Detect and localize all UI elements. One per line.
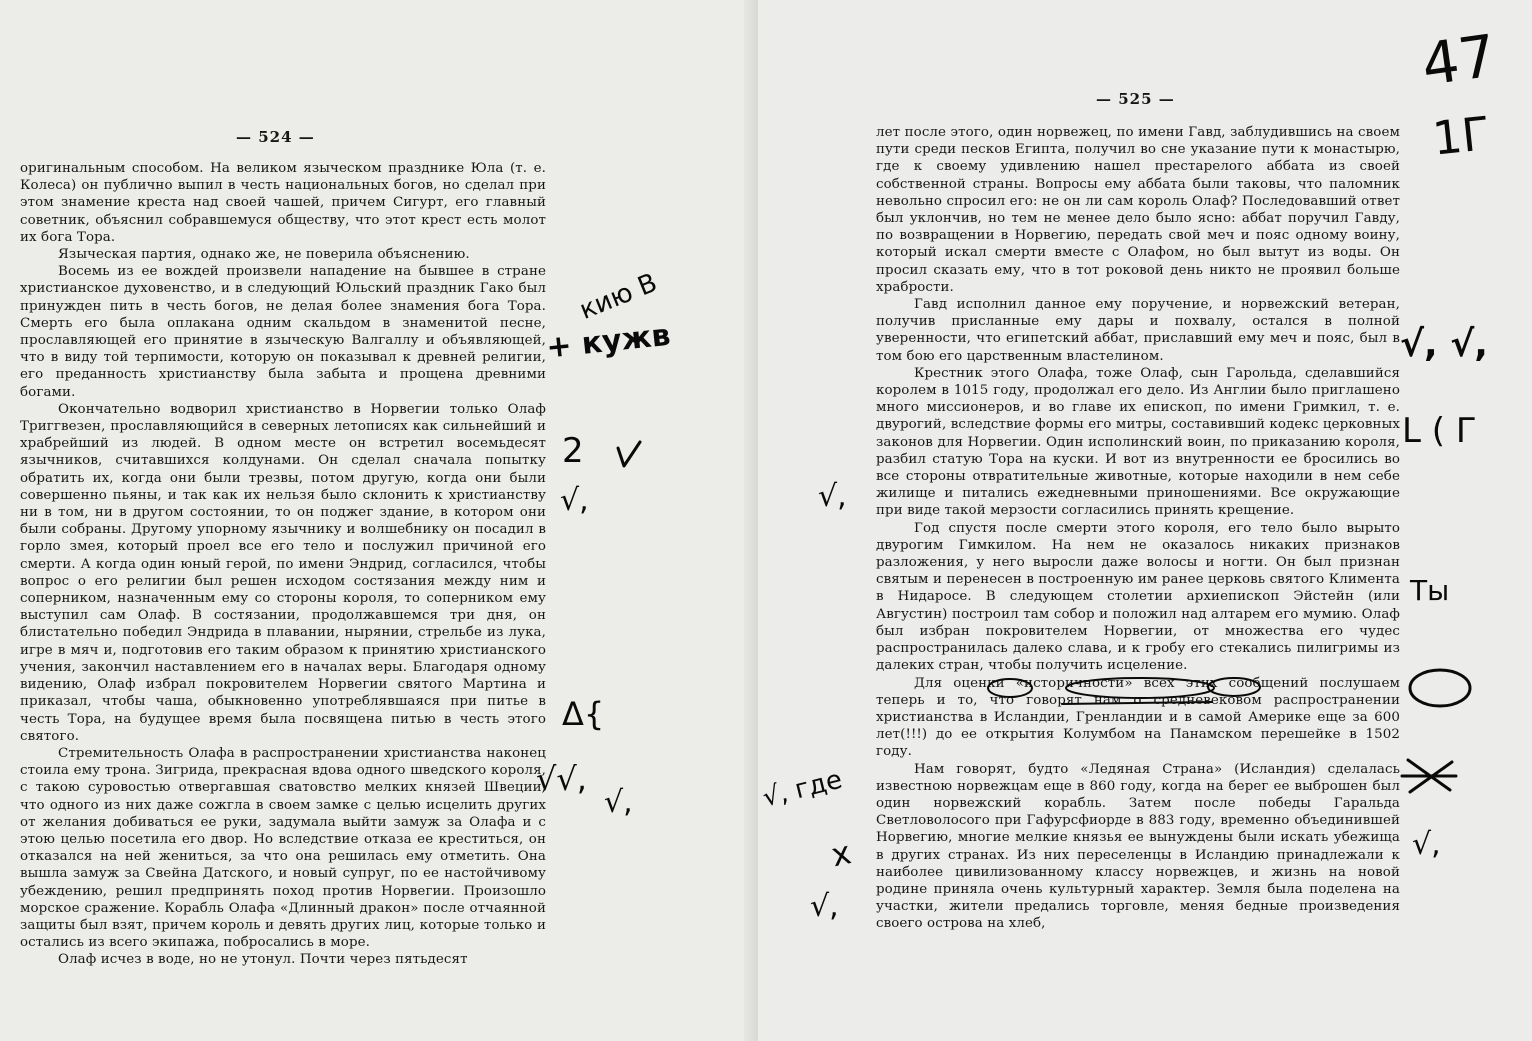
annotation-kuzh-v: + кужв — [544, 317, 673, 366]
paragraph: Восемь из ее вождей произвели нападение на бывшее в стране христианское духовенство, и в следующий Юльский праздник Гако был принужден пить в честь богов, не делая более знамения бога Тора. Смерть его была оплакана одним скальдом в знаменитой песне, прославляющей его принятие в языческую Валгаллу и объявляющей, что в виду той терпимости, которую он показывал к древней религии, его преданность христианству была забыта и прощена древними богами. — [20, 264, 546, 400]
annotation-v-gda: √, где — [759, 764, 846, 814]
annotation-r-vcomma: √, — [1412, 827, 1441, 862]
right-page-text — [876, 124, 1400, 933]
page-number-right: — 525 — — [1096, 90, 1175, 108]
annotation-r-tu: Ты — [1410, 574, 1450, 607]
annotation-r-vv: √, √, — [1400, 324, 1488, 365]
annotation-delta: Δ{ — [562, 695, 605, 733]
paragraph: Стремительность Олафа в распространении христианства наконец стоила ему трона. Зигрида, прекрасная вдова одного шведского короля, с такою суровостью отвергавшая сватовство мелких князей Швеции, что одного из них даже сожгла в своем замке с целью исцелить других от желания добиваться ее руки, задумала выйти замуж за Олафа и с этою целью посетила его двор. Но вследствие отказа ее креститься, он отказался на ней жениться, за что она решилась ему отметить. Она вышла замуж за Свейна Датского, и новый супруг, по ее настойчивому убеждению, решил предпринять поход против Норвегии. Произошло морское сражение. Корабль Олафа «Длинный дракон» после отчаянной защиты был взят, причем король и девять других лиц, которые только и остались из всего экипажа, побросались в море. — [20, 745, 546, 951]
annotation-corner-mark: 1Г — [1429, 106, 1493, 166]
annotation-corner-number: 47 — [1417, 21, 1501, 99]
paragraph: Для оценки «историчности» всех этих сообщений послушаем теперь и то, что говорят нам о средневековом распространении христианства в Исландии, Гренландии и в самой Америке еще за 600 лет(!!!) до ее открытия Колумбом на Панамском перешейке в 1502 году. — [876, 675, 1400, 760]
paragraph: Год спустя после смерти этого короля, его тело было вырыто двурогим Гимкилом. На нем не оказалось никаких признаков разложения, у него выросли даже волосы и ногти. Он был признан святым и перенесен в построенную им ранее церковь святого Климента в Нидаросе. В следующем столетии архиепископ Эйстейн (или Августин) построил там собор и положил над алтарем его мумию. Олаф был избран покровителем Норвегии, от множества его чудес распространилась далеко слава, и к гробу его стекались пилигримы из далеких стран, чтобы получить исцеление. — [876, 520, 1400, 674]
annotation-v-gd: √, — [818, 479, 847, 514]
annotation-v-left3: √, — [810, 889, 839, 924]
annotation-kuu-v: кию В — [575, 267, 662, 326]
paragraph: оригинальным способом. На великом языческом празднике Юла (т. е. Колеса) он публично выпил в честь национальных богов, но сделал при этом знамение креста над своей чашей, причем Сигурт, его главный советник, объяснил собравшемуся обществу, что этот крест есть молот их бога Тора. — [20, 161, 546, 245]
annotation-v-comma: √, — [604, 785, 633, 820]
annotation-vv: √√, — [536, 760, 587, 798]
right-page — [758, 0, 1532, 1041]
paragraph: Олаф исчез в воде, но не утонул. Почти через пятьдесят — [58, 952, 468, 968]
annotation-x: x — [827, 833, 855, 875]
paragraph: Языческая партия, однако же, не поверила объяснению. — [58, 247, 470, 263]
annotation-question-2: 2 — [562, 431, 584, 471]
annotation-check-1: √, — [560, 483, 589, 518]
left-page — [0, 0, 758, 1041]
paragraph: Крестник этого Олафа, тоже Олаф, сын Гарольда, сделавшийся королем в 1015 году, продолжал его дело. Из Англии было приглашено много миссионеров, и во главе их епископ, по имени Гримкил, т. е. двурогий, вследствие формы его митры, составивший кодекс церковных законов для Норвегии. Один исполинский воин, по приказанию короля, разбил статую Тора на куски. И вот из внутренности ее бросились во все стороны отвратительные животные, которые находили в нем себе жилище и питались ежедневными приношениями. Все окружающие при виде такой мерзости согласились принять крещение. — [876, 365, 1400, 519]
page-number-left: — 524 — — [236, 128, 315, 146]
paragraph: Гавд исполнил данное ему поручение, и норвежский ветеран, получив присланные ему дары и похвалу, остался в полной уверенности, что египетский аббат, приславший ему меч и пояс, был в том бою его царственным властелином. — [876, 297, 1400, 364]
annotation-r-l: L ( Г — [1402, 411, 1477, 451]
left-page-text — [20, 160, 546, 969]
paragraph: Окончательно водворил христианство в Норвегии только Олаф Триггвезен, прославляющийся в северных летописях как сильнейший и храбрейший из людей. В одном месте он встретил восемьдесят язычников, считавшихся колдунами. Он сделал сначала попытку обратить их, когда они были трезвы, потом другую, когда они были совершенно пьяны, и так как их нельзя было склонить к христианству ни в том, ни в другом состоянии, то он поджег здание, в котором они были собраны. Другому упорному язычнику и волшебнику он посадил в горло змея, который проел все его тело и послужил причиной его смерти. А когда один юный герой, по имени Эндрид, согласился, чтобы вопрос о его религии был решен исходом состязания между ним и соперником, назначенным ему со стороны короля, то соперником ему выступил сам Олаф. В состязании, продолжавшемся три дня, он блистательно победил Эндрида в плавании, нырянии, стрельбе из лука, игре в мяч и, подготовив его таким образом к принятию христианского учения, закончил наставлением его в началах веры. Благодаря одному видению, Олаф избрал покровителем Норвегии святого Мартина и приказал, чтобы чаша, обыкновенно употреблявшаяся при питье в честь Тора, на будущее время была посвящена питью в честь этого святого. — [20, 401, 546, 744]
paragraph: Нам говорят, будто «Ледяная Страна» (Исландия) сделалась известною норвежцам еще в 860 году, когда на берег ее выброшен был один норвежский корабль. Затем после победы Гаральда Светловолосого при Гафурсфиорде в 883 году, временно объединившей Норвегию, многие мелкие князья ее вынуждены были искать убежища в других странах. Из них переселенцы в Исландию принадлежали к наиболее цивилизованному классу норвежцев, и жизнь на новой родине приняла очень культурный характер. Земля была поделена на участки, жители предались торговле, меняя бедные произведения своего острова на хлеб, — [876, 761, 1400, 932]
paragraph: лет после этого, один норвежец, по имени Гавд, заблудившись на своем пути среди песков Египта, получил во сне указание пути к монастырю, где к своему удивлению нашел престарелого аббата из своей собственной страны. Вопросы ему аббата были таковы, что паломник невольно спросил его: не он ли сам король Олаф? Последовавший ответ был уклончив, но тем не менее дело было ясно: аббат поручил Гавду, по возвращении в Норвегию, передать свой меч и пояс одному воину, который искал смерти вместе с Олафом, но был вытут из воды. Он просил сказать ему, что в тот роковой день никто не проявил больше храбрости. — [876, 125, 1400, 295]
